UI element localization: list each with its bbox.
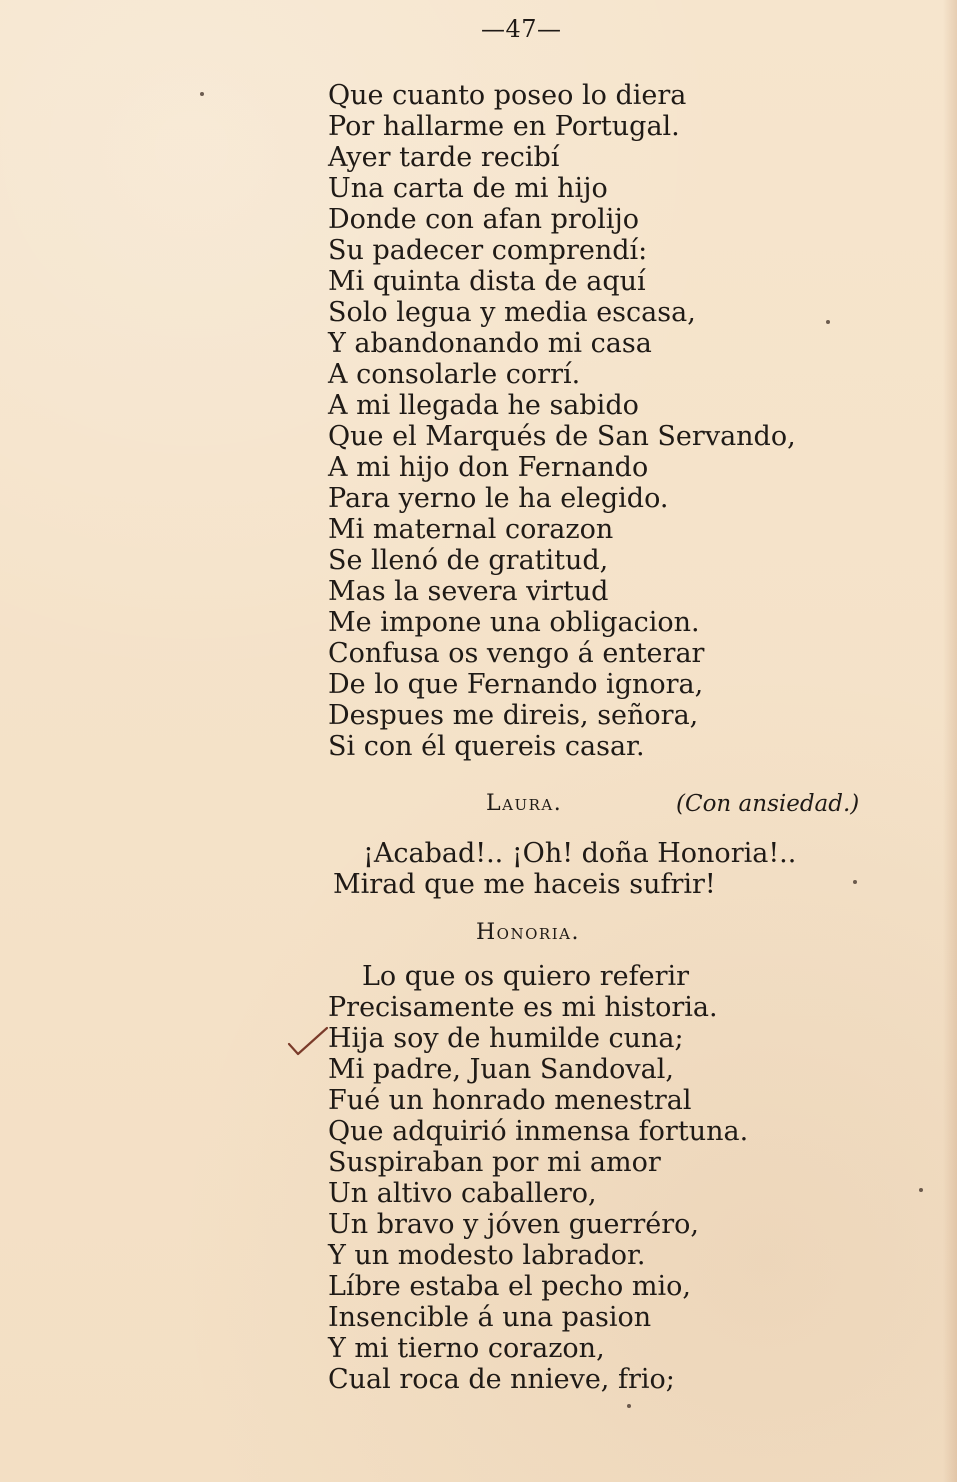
verse-line — [333, 838, 796, 869]
verse-line: Si con él quereis casar. — [328, 731, 645, 762]
verse-line: Líbre estaba el pecho mio, — [328, 1271, 691, 1302]
verse-line: Mi quinta dista de aquí — [328, 266, 646, 297]
verse-line-text: ¡Acabad!.. ¡Oh! doña Honoria!.. — [363, 838, 797, 869]
speaker-laura: Laura. — [486, 791, 563, 816]
verse-line — [328, 961, 748, 992]
handwritten-check-icon — [286, 1024, 330, 1058]
verse-line: Confusa os vengo á enterar — [328, 638, 705, 669]
verse-line: Y abandonando mi casa — [328, 328, 652, 359]
verse-line: Mi padre, Juan Sandoval, — [328, 1054, 674, 1085]
page-edge-shadow — [943, 0, 957, 1482]
paper-speck — [826, 320, 830, 324]
verse-line: Un bravo y jóven guerréro, — [328, 1209, 699, 1240]
verse-line-text: Lo que os quiero referir — [362, 961, 690, 992]
verse-line: Mas la severa virtud — [328, 576, 609, 607]
stage-direction: (Con ansiedad.) — [676, 791, 860, 817]
verse-line: Me impone una obligacion. — [328, 607, 700, 638]
verse-line: Cual roca de nnieve, frio; — [328, 1364, 675, 1395]
verse-block-2 — [333, 838, 796, 900]
verse-line: Que cuanto poseo lo diera — [328, 80, 687, 111]
verse-line: Suspiraban por mi amor — [328, 1147, 661, 1178]
paper-speck — [200, 92, 204, 96]
verse-line: Se llenó de gratitud, — [328, 545, 609, 576]
paper-speck — [919, 1188, 923, 1192]
verse-line: Precisamente es mi historia. — [328, 992, 718, 1023]
verse-line: Hija soy de humilde cuna; — [328, 1023, 684, 1054]
verse-line: Solo legua y media escasa, — [328, 297, 696, 328]
verse-line: Para yerno le ha elegido. — [328, 483, 669, 514]
page-number: —47— — [481, 15, 562, 43]
verse-line: Y mi tierno corazon, — [328, 1333, 605, 1364]
paper-speck — [853, 880, 857, 884]
verse-line: A consolarle corrí. — [328, 359, 581, 390]
verse-line: Por hallarme en Portugal. — [328, 111, 680, 142]
speaker-honoria: Honoria. — [476, 920, 580, 945]
verse-block-3 — [328, 961, 748, 1395]
verse-block-1 — [328, 80, 796, 762]
verse-line: Fué un honrado menestral — [328, 1085, 692, 1116]
paper-speck — [627, 1404, 631, 1408]
verse-line: Mirad que me haceis sufrir! — [333, 869, 716, 900]
verse-line: Insencible á una pasion — [328, 1302, 652, 1333]
verse-line: Mi maternal corazon — [328, 514, 614, 545]
verse-line: Un altivo caballero, — [328, 1178, 597, 1209]
verse-line: Ayer tarde recibí — [328, 142, 560, 173]
verse-line: Una carta de mi hijo — [328, 173, 608, 204]
verse-line: A mi hijo don Fernando — [328, 452, 649, 483]
verse-line: Donde con afan prolijo — [328, 204, 639, 235]
verse-line: Su padecer comprendí: — [328, 235, 648, 266]
verse-line: De lo que Fernando ignora, — [328, 669, 704, 700]
verse-line: Y un modesto labrador. — [328, 1240, 646, 1271]
verse-line: Que el Marqués de San Servando, — [328, 421, 796, 452]
verse-line: A mi llegada he sabido — [328, 390, 639, 421]
verse-line: Que adquirió inmensa fortuna. — [328, 1116, 749, 1147]
verse-line: Despues me direis, señora, — [328, 700, 699, 731]
